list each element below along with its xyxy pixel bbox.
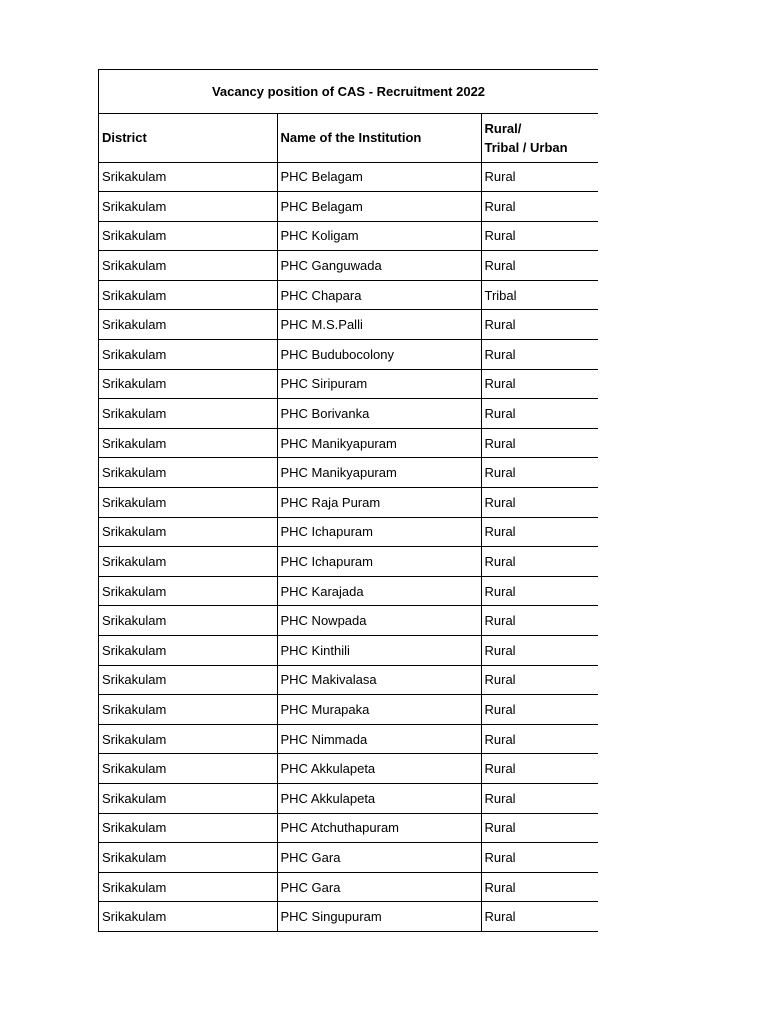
- table-row: [99, 458, 598, 488]
- institution-cell: PHC Manikyapuram: [277, 428, 481, 458]
- institution-cell: PHC Borivanka: [277, 399, 481, 429]
- area-header-line1: Rural/: [484, 120, 522, 136]
- district-cell: Srikakulam: [99, 162, 277, 192]
- area-header: [481, 114, 598, 162]
- table-row: [99, 813, 598, 843]
- table-row: [99, 340, 598, 370]
- district-cell: Srikakulam: [99, 221, 277, 251]
- district-cell: Srikakulam: [99, 665, 277, 695]
- vacancy-grid: [99, 114, 598, 932]
- table-row: [99, 488, 598, 518]
- institution-cell: PHC Belagam: [277, 162, 481, 192]
- area-cell: Rural: [481, 724, 598, 754]
- district-header: District: [99, 114, 277, 162]
- area-cell: Rural: [481, 162, 598, 192]
- institution-cell: PHC Siripuram: [277, 369, 481, 399]
- district-cell: Srikakulam: [99, 369, 277, 399]
- institution-cell: PHC Belagam: [277, 192, 481, 222]
- institution-cell: PHC Raja Puram: [277, 488, 481, 518]
- table-row: [99, 872, 598, 902]
- district-cell: Srikakulam: [99, 695, 277, 725]
- table-row: [99, 162, 598, 192]
- area-cell: Rural: [481, 221, 598, 251]
- area-header-line2: Tribal / Urban: [484, 139, 568, 155]
- institution-cell: PHC Kinthili: [277, 636, 481, 666]
- institution-cell: PHC M.S.Palli: [277, 310, 481, 340]
- district-cell: Srikakulam: [99, 606, 277, 636]
- district-cell: Srikakulam: [99, 192, 277, 222]
- area-cell: Rural: [481, 843, 598, 873]
- district-cell: Srikakulam: [99, 458, 277, 488]
- district-cell: Srikakulam: [99, 488, 277, 518]
- table-row: [99, 369, 598, 399]
- district-cell: Srikakulam: [99, 724, 277, 754]
- area-cell: Rural: [481, 547, 598, 577]
- institution-cell: PHC Ichapuram: [277, 547, 481, 577]
- district-cell: Srikakulam: [99, 251, 277, 281]
- table-row: [99, 251, 598, 281]
- area-cell: Rural: [481, 695, 598, 725]
- area-cell: Rural: [481, 606, 598, 636]
- area-cell: Rural: [481, 428, 598, 458]
- area-cell: Rural: [481, 369, 598, 399]
- area-cell: Rural: [481, 340, 598, 370]
- district-cell: Srikakulam: [99, 872, 277, 902]
- institution-cell: PHC Singupuram: [277, 902, 481, 932]
- area-cell: Rural: [481, 517, 598, 547]
- institution-cell: PHC Manikyapuram: [277, 458, 481, 488]
- table-row: [99, 665, 598, 695]
- area-cell: Rural: [481, 458, 598, 488]
- district-cell: Srikakulam: [99, 783, 277, 813]
- district-cell: Srikakulam: [99, 399, 277, 429]
- institution-cell: PHC Nimmada: [277, 724, 481, 754]
- district-cell: Srikakulam: [99, 517, 277, 547]
- table-row: [99, 192, 598, 222]
- table-row: [99, 280, 598, 310]
- area-cell: Rural: [481, 310, 598, 340]
- district-cell: Srikakulam: [99, 547, 277, 577]
- area-cell: Rural: [481, 488, 598, 518]
- area-cell: Rural: [481, 665, 598, 695]
- area-cell: Rural: [481, 251, 598, 281]
- district-cell: Srikakulam: [99, 754, 277, 784]
- table-row: [99, 695, 598, 725]
- table-row: [99, 428, 598, 458]
- institution-header: Name of the Institution: [277, 114, 481, 162]
- table-body: [99, 162, 598, 931]
- institution-cell: PHC Nowpada: [277, 606, 481, 636]
- table-row: [99, 576, 598, 606]
- district-cell: Srikakulam: [99, 636, 277, 666]
- table-row: [99, 221, 598, 251]
- institution-cell: PHC Budubocolony: [277, 340, 481, 370]
- institution-cell: PHC Ichapuram: [277, 517, 481, 547]
- area-cell: Rural: [481, 783, 598, 813]
- district-cell: Srikakulam: [99, 813, 277, 843]
- table-row: [99, 783, 598, 813]
- district-cell: Srikakulam: [99, 428, 277, 458]
- table-row: [99, 399, 598, 429]
- vacancy-table: [98, 69, 598, 932]
- district-cell: Srikakulam: [99, 902, 277, 932]
- institution-cell: PHC Gara: [277, 872, 481, 902]
- table-row: [99, 310, 598, 340]
- area-cell: Rural: [481, 754, 598, 784]
- district-cell: Srikakulam: [99, 843, 277, 873]
- area-cell: Rural: [481, 872, 598, 902]
- header-row: [99, 114, 598, 162]
- table-row: [99, 606, 598, 636]
- table-row: [99, 754, 598, 784]
- area-cell: Rural: [481, 902, 598, 932]
- institution-cell: PHC Karajada: [277, 576, 481, 606]
- area-cell: Tribal: [481, 280, 598, 310]
- area-cell: Rural: [481, 576, 598, 606]
- area-cell: Rural: [481, 813, 598, 843]
- institution-cell: PHC Makivalasa: [277, 665, 481, 695]
- area-cell: Rural: [481, 192, 598, 222]
- institution-cell: PHC Akkulapeta: [277, 754, 481, 784]
- institution-cell: PHC Murapaka: [277, 695, 481, 725]
- table-row: [99, 547, 598, 577]
- institution-cell: PHC Chapara: [277, 280, 481, 310]
- area-cell: Rural: [481, 399, 598, 429]
- table-row: [99, 902, 598, 932]
- table-row: [99, 724, 598, 754]
- district-cell: Srikakulam: [99, 340, 277, 370]
- district-cell: Srikakulam: [99, 576, 277, 606]
- district-cell: Srikakulam: [99, 280, 277, 310]
- institution-cell: PHC Atchuthapuram: [277, 813, 481, 843]
- table-row: [99, 636, 598, 666]
- table-title: Vacancy position of CAS - Recruitment 2022: [99, 70, 598, 114]
- table-row: [99, 843, 598, 873]
- institution-cell: PHC Ganguwada: [277, 251, 481, 281]
- area-cell: Rural: [481, 636, 598, 666]
- institution-cell: PHC Akkulapeta: [277, 783, 481, 813]
- district-cell: Srikakulam: [99, 310, 277, 340]
- institution-cell: PHC Koligam: [277, 221, 481, 251]
- institution-cell: PHC Gara: [277, 843, 481, 873]
- table-row: [99, 517, 598, 547]
